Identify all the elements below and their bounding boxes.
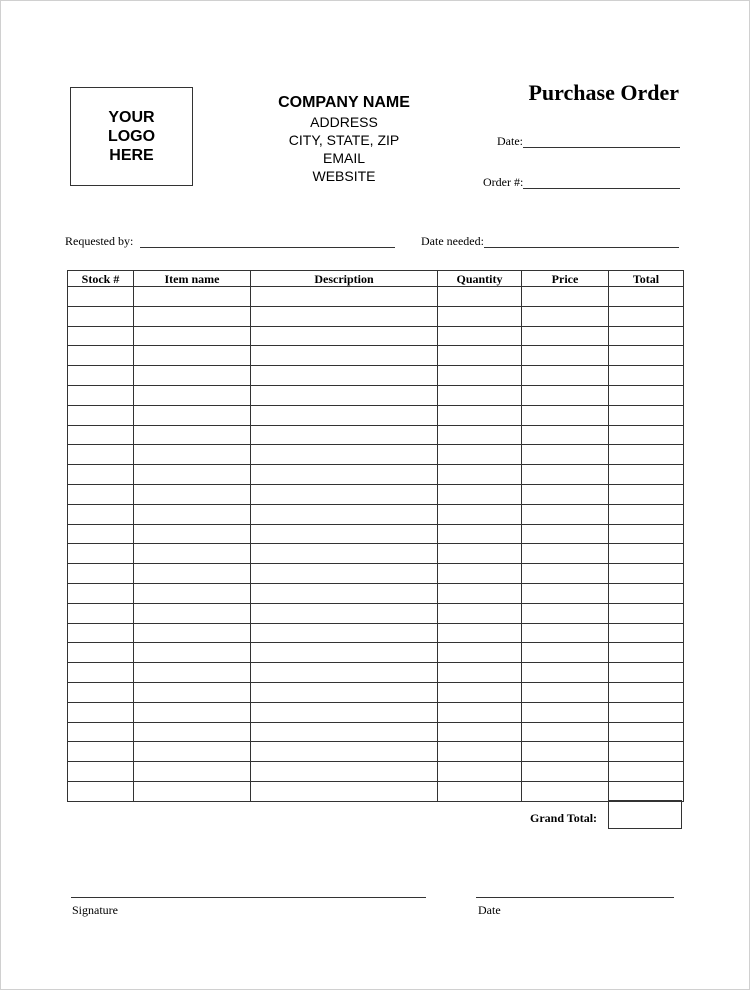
cell-item-name[interactable] <box>134 663 251 683</box>
cell-item-name[interactable] <box>134 702 251 722</box>
cell-quantity[interactable] <box>438 445 522 465</box>
requested-by-field <box>65 233 395 248</box>
cell-price[interactable] <box>522 484 609 504</box>
order-number-field <box>483 174 680 189</box>
cell-total[interactable] <box>609 564 684 584</box>
cell-total[interactable] <box>609 643 684 663</box>
cell-item-name[interactable] <box>134 643 251 663</box>
cell-item-name[interactable] <box>134 583 251 603</box>
cell-description[interactable] <box>251 643 438 663</box>
table-header-row <box>68 271 684 287</box>
cell-price[interactable] <box>522 722 609 742</box>
table-row <box>68 366 684 386</box>
cell-price[interactable] <box>522 544 609 564</box>
table-row <box>68 484 684 504</box>
table-row <box>68 544 684 564</box>
cell-total[interactable] <box>609 702 684 722</box>
grand-total-label: Grand Total: <box>530 811 598 825</box>
cell-quantity[interactable] <box>438 643 522 663</box>
cell-item-name[interactable] <box>134 524 251 544</box>
cell-quantity[interactable] <box>438 366 522 386</box>
table-row <box>68 663 684 683</box>
cell-price[interactable] <box>522 583 609 603</box>
cell-total[interactable] <box>609 623 684 643</box>
cell-item-name[interactable] <box>134 682 251 702</box>
table-row <box>68 564 684 584</box>
cell-price[interactable] <box>522 742 609 762</box>
cell-description[interactable] <box>251 326 438 346</box>
table-row <box>68 385 684 405</box>
company-address: ADDRESS <box>310 114 378 130</box>
logo-placeholder <box>70 87 193 186</box>
cell-total[interactable] <box>609 465 684 485</box>
table-row <box>68 702 684 722</box>
cell-description[interactable] <box>251 306 438 326</box>
table-row <box>68 504 684 524</box>
cell-item-name[interactable] <box>134 405 251 425</box>
cell-stock[interactable] <box>68 287 134 307</box>
cell-price[interactable] <box>522 346 609 366</box>
cell-total[interactable] <box>609 366 684 386</box>
date-field <box>497 133 680 148</box>
cell-item-name[interactable] <box>134 762 251 782</box>
table-row <box>68 465 684 485</box>
cell-total[interactable] <box>609 583 684 603</box>
order-number-input-line[interactable] <box>523 174 680 189</box>
table-row <box>68 425 684 445</box>
table-row <box>68 306 684 326</box>
cell-stock[interactable] <box>68 445 134 465</box>
cell-stock[interactable] <box>68 366 134 386</box>
cell-total[interactable] <box>609 524 684 544</box>
cell-price[interactable] <box>522 643 609 663</box>
table-body <box>68 287 684 802</box>
column-header-quantity: Quantity <box>438 271 522 287</box>
table-row <box>68 287 684 307</box>
cell-stock[interactable] <box>68 306 134 326</box>
cell-price[interactable] <box>522 425 609 445</box>
cell-stock[interactable] <box>68 564 134 584</box>
order-number-label: Order #: <box>483 175 524 189</box>
cell-quantity[interactable] <box>438 287 522 307</box>
cell-stock[interactable] <box>68 781 134 801</box>
table-row <box>68 405 684 425</box>
cell-quantity[interactable] <box>438 762 522 782</box>
table-row <box>68 682 684 702</box>
cell-price[interactable] <box>522 326 609 346</box>
grand-total-box[interactable] <box>608 800 682 829</box>
table-row <box>68 643 684 663</box>
cell-price[interactable] <box>522 702 609 722</box>
cell-item-name[interactable] <box>134 781 251 801</box>
cell-description[interactable] <box>251 544 438 564</box>
cell-item-name[interactable] <box>134 564 251 584</box>
table-row <box>68 583 684 603</box>
cell-description[interactable] <box>251 465 438 485</box>
cell-quantity[interactable] <box>438 405 522 425</box>
date-label: Date: <box>497 134 523 148</box>
cell-stock[interactable] <box>68 583 134 603</box>
table-row <box>68 445 684 465</box>
cell-stock[interactable] <box>68 385 134 405</box>
cell-price[interactable] <box>522 682 609 702</box>
cell-total[interactable] <box>609 722 684 742</box>
cell-description[interactable] <box>251 722 438 742</box>
cell-stock[interactable] <box>68 623 134 643</box>
cell-item-name[interactable] <box>134 465 251 485</box>
cell-quantity[interactable] <box>438 742 522 762</box>
cell-price[interactable] <box>522 781 609 801</box>
cell-item-name[interactable] <box>134 742 251 762</box>
cell-price[interactable] <box>522 623 609 643</box>
company-name: COMPANY NAME <box>278 94 410 111</box>
cell-quantity[interactable] <box>438 722 522 742</box>
table-row <box>68 346 684 366</box>
table-row <box>68 762 684 782</box>
cell-quantity[interactable] <box>438 544 522 564</box>
cell-quantity[interactable] <box>438 425 522 445</box>
cell-stock[interactable] <box>68 524 134 544</box>
cell-quantity[interactable] <box>438 326 522 346</box>
column-header-description: Description <box>251 271 438 287</box>
cell-total[interactable] <box>609 287 684 307</box>
cell-stock[interactable] <box>68 405 134 425</box>
table-row <box>68 781 684 801</box>
logo-text: YOUR LOGO HERE <box>107 109 156 164</box>
table-row <box>68 524 684 544</box>
cell-price[interactable] <box>522 445 609 465</box>
cell-stock[interactable] <box>68 663 134 683</box>
document-title: Purchase Order <box>528 80 679 105</box>
cell-quantity[interactable] <box>438 682 522 702</box>
column-header-price: Price <box>522 271 609 287</box>
company-info <box>244 93 444 185</box>
cell-total[interactable] <box>609 603 684 623</box>
cell-item-name[interactable] <box>134 445 251 465</box>
cell-item-name[interactable] <box>134 326 251 346</box>
cell-stock[interactable] <box>68 643 134 663</box>
date-needed-input-line[interactable] <box>484 233 679 248</box>
cell-item-name[interactable] <box>134 484 251 504</box>
cell-quantity[interactable] <box>438 663 522 683</box>
table-row <box>68 623 684 643</box>
cell-description[interactable] <box>251 623 438 643</box>
cell-description[interactable] <box>251 405 438 425</box>
cell-price[interactable] <box>522 564 609 584</box>
cell-total[interactable] <box>609 484 684 504</box>
date-needed-field <box>421 233 679 248</box>
cell-total[interactable] <box>609 663 684 683</box>
column-header-item-name: Item name <box>134 271 251 287</box>
cell-item-name[interactable] <box>134 287 251 307</box>
cell-description[interactable] <box>251 425 438 445</box>
column-header-total: Total <box>609 271 684 287</box>
cell-description[interactable] <box>251 762 438 782</box>
cell-quantity[interactable] <box>438 781 522 801</box>
cell-total[interactable] <box>609 445 684 465</box>
cell-item-name[interactable] <box>134 623 251 643</box>
footer-date-label: Date <box>478 903 501 917</box>
cell-description[interactable] <box>251 445 438 465</box>
cell-description[interactable] <box>251 346 438 366</box>
cell-item-name[interactable] <box>134 346 251 366</box>
cell-total[interactable] <box>609 544 684 564</box>
cell-quantity[interactable] <box>438 583 522 603</box>
cell-quantity[interactable] <box>438 385 522 405</box>
cell-total[interactable] <box>609 762 684 782</box>
cell-item-name[interactable] <box>134 504 251 524</box>
cell-stock[interactable] <box>68 465 134 485</box>
cell-quantity[interactable] <box>438 346 522 366</box>
cell-price[interactable] <box>522 405 609 425</box>
table-row <box>68 603 684 623</box>
cell-stock[interactable] <box>68 504 134 524</box>
cell-quantity[interactable] <box>438 504 522 524</box>
column-header-stock: Stock # <box>68 271 134 287</box>
cell-description[interactable] <box>251 682 438 702</box>
cell-total[interactable] <box>609 385 684 405</box>
cell-quantity[interactable] <box>438 702 522 722</box>
cell-description[interactable] <box>251 484 438 504</box>
cell-quantity[interactable] <box>438 564 522 584</box>
table-row <box>68 742 684 762</box>
cell-description[interactable] <box>251 702 438 722</box>
cell-stock[interactable] <box>68 762 134 782</box>
cell-item-name[interactable] <box>134 366 251 386</box>
cell-quantity[interactable] <box>438 524 522 544</box>
cell-stock[interactable] <box>68 702 134 722</box>
cell-description[interactable] <box>251 564 438 584</box>
cell-total[interactable] <box>609 742 684 762</box>
cell-quantity[interactable] <box>438 603 522 623</box>
signature-line[interactable] <box>71 897 426 898</box>
requested-by-input-line[interactable] <box>140 233 395 248</box>
signature-label: Signature <box>72 903 118 917</box>
table-row <box>68 326 684 346</box>
cell-stock[interactable] <box>68 425 134 445</box>
cell-price[interactable] <box>522 385 609 405</box>
cell-item-name[interactable] <box>134 722 251 742</box>
cell-stock[interactable] <box>68 484 134 504</box>
cell-stock[interactable] <box>68 326 134 346</box>
cell-price[interactable] <box>522 287 609 307</box>
cell-item-name[interactable] <box>134 306 251 326</box>
cell-item-name[interactable] <box>134 385 251 405</box>
cell-price[interactable] <box>522 663 609 683</box>
cell-total[interactable] <box>609 781 684 801</box>
cell-quantity[interactable] <box>438 306 522 326</box>
cell-description[interactable] <box>251 663 438 683</box>
cell-stock[interactable] <box>68 682 134 702</box>
cell-description[interactable] <box>251 385 438 405</box>
line-items-table <box>67 270 684 802</box>
cell-description[interactable] <box>251 287 438 307</box>
cell-price[interactable] <box>522 524 609 544</box>
date-input-line[interactable] <box>523 133 680 148</box>
cell-item-name[interactable] <box>134 425 251 445</box>
cell-price[interactable] <box>522 762 609 782</box>
cell-stock[interactable] <box>68 346 134 366</box>
date-needed-label: Date needed: <box>421 234 484 248</box>
cell-quantity[interactable] <box>438 484 522 504</box>
cell-description[interactable] <box>251 504 438 524</box>
cell-price[interactable] <box>522 504 609 524</box>
cell-description[interactable] <box>251 524 438 544</box>
cell-description[interactable] <box>251 742 438 762</box>
cell-description[interactable] <box>251 603 438 623</box>
cell-total[interactable] <box>609 326 684 346</box>
cell-price[interactable] <box>522 306 609 326</box>
cell-stock[interactable] <box>68 544 134 564</box>
cell-description[interactable] <box>251 781 438 801</box>
cell-total[interactable] <box>609 306 684 326</box>
company-city-state-zip: CITY, STATE, ZIP <box>288 132 400 148</box>
cell-description[interactable] <box>251 583 438 603</box>
requested-by-label: Requested by: <box>65 234 134 248</box>
cell-quantity[interactable] <box>438 465 522 485</box>
cell-total[interactable] <box>609 346 684 366</box>
cell-item-name[interactable] <box>134 544 251 564</box>
table-row <box>68 722 684 742</box>
cell-stock[interactable] <box>68 603 134 623</box>
cell-total[interactable] <box>609 682 684 702</box>
cell-stock[interactable] <box>68 722 134 742</box>
cell-description[interactable] <box>251 366 438 386</box>
company-email: EMAIL <box>322 150 365 166</box>
cell-price[interactable] <box>522 366 609 386</box>
cell-total[interactable] <box>609 504 684 524</box>
cell-price[interactable] <box>522 465 609 485</box>
cell-item-name[interactable] <box>134 603 251 623</box>
cell-total[interactable] <box>609 425 684 445</box>
company-website: WEBSITE <box>312 168 376 184</box>
footer-date-line[interactable] <box>476 897 674 898</box>
cell-total[interactable] <box>609 405 684 425</box>
cell-stock[interactable] <box>68 742 134 762</box>
cell-price[interactable] <box>522 603 609 623</box>
cell-quantity[interactable] <box>438 623 522 643</box>
